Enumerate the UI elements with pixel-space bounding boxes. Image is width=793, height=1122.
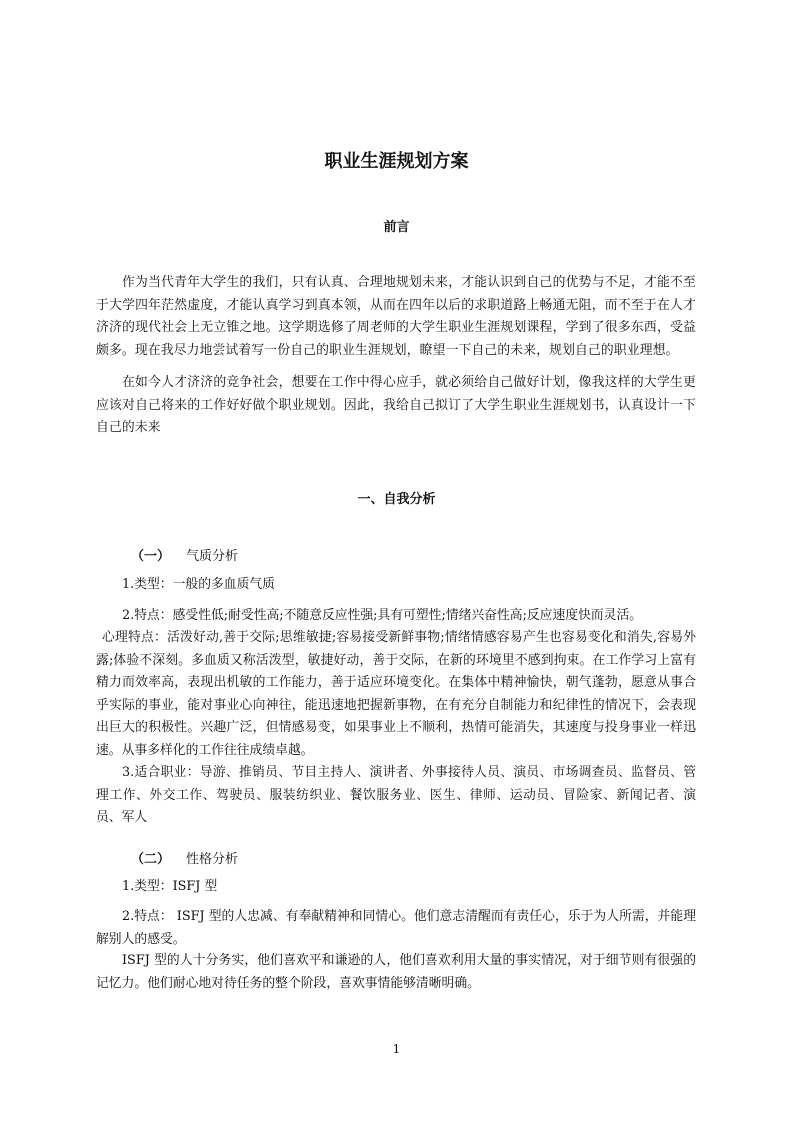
preface-heading: 前言 bbox=[383, 220, 410, 235]
temperament-type: 1.类型：一般的多血质气质 bbox=[122, 577, 275, 592]
page-number: 1 bbox=[392, 1042, 401, 1056]
temperament-suitable-jobs: 3.适合职业：导游、推销员、节目主持人、演讲者、外事接待人员、演员、市场调查员、监督员、管理工作、外交工作、驾驶员、服装纺织业、餐饮服务业、医生、律师、运动员、冒险家、新闻记者、演员、军人 bbox=[96, 765, 696, 825]
subsection-heading-personality bbox=[131, 848, 238, 867]
preface-paragraph-1: 作为当代青年大学生的我们，只有认真、合理地规划未来，才能认识到自己的优势与不足，才能不至于大学四年茫然虚度，才能认真学习到真本领，从而在四年以后的求职道路上畅通无阻，而不至于在人才济济的现代社会上无立锥之地。这学期选修了周老师的大学生职业生涯规划课程，学到了很多东西，受益颇多。现在我尽力地尝试着写一份自己的职业生涯规划，瞭望一下自己的未来，规划自己的职业理想。 bbox=[96, 275, 696, 358]
temperament-features: 2.特点：感受性低;耐受性高;不随意反应性强;具有可塑性;情绪兴奋性高;反应速度快而灵活。 bbox=[122, 608, 643, 623]
personality-detail: ISFJ 型的人十分务实，他们喜欢平和谦逊的人，他们喜欢利用大量的事实情况，对于细节则有很强的记忆力。他们耐心地对待任务的整个阶段，喜欢事情能够清晰明确。 bbox=[96, 953, 696, 991]
subsection-heading-temperament bbox=[131, 545, 238, 564]
subsection-label: 气质分析 bbox=[186, 549, 239, 564]
document-title: 职业生涯规划方案 bbox=[324, 151, 469, 172]
temperament-psychology: 心理特点：活泼好动,善于交际;思维敏捷;容易接受新鲜事物;情绪情感容易产生也容易变化和消失,容易外露;体验不深刻。多血质又称活泼型，敏捷好动，善于交际，在新的环境里不感到拘束。在工作学习上富有精力而效率高，表现出机敏的工作能力，善于适应环境变化。在集体中精神愉快，朝气蓬勃，愿意从事合乎实际的事业，能对事业心向神往，能迅速地把握新事物，在有充分自制能力和纪律性的情况下，会表现出巨大的积极性。兴趣广泛，但情感易变，如果事业上不顺利，热情可能消失，其速度与投身事业一样迅速。从事多样化的工作往往成绩卓越。 bbox=[96, 630, 696, 758]
preface-paragraph-2: 在如今人才济济的竞争社会，想要在工作中得心应手，就必须给自己做好计划，像我这样的大学生更应该对自己将来的工作好好做个职业规划。因此，我给自己拟订了大学生职业生涯规划书，认真设计一下自己的未来 bbox=[96, 375, 696, 435]
preface-section bbox=[96, 272, 696, 440]
subsection-number: （二） bbox=[131, 852, 171, 867]
personality-features: 2.特点： ISFJ 型的人忠减、有奉献精神和同情心。他们意志清醒而有责任心，乐于为人所需，并能理解别人的感受。 bbox=[96, 909, 696, 947]
subsection-number: （一） bbox=[131, 549, 171, 564]
personality-type: 1.类型：ISFJ 型 bbox=[122, 879, 218, 894]
subsection-label: 性格分析 bbox=[186, 852, 239, 867]
section-heading-self-analysis: 一、自我分析 bbox=[357, 492, 436, 507]
